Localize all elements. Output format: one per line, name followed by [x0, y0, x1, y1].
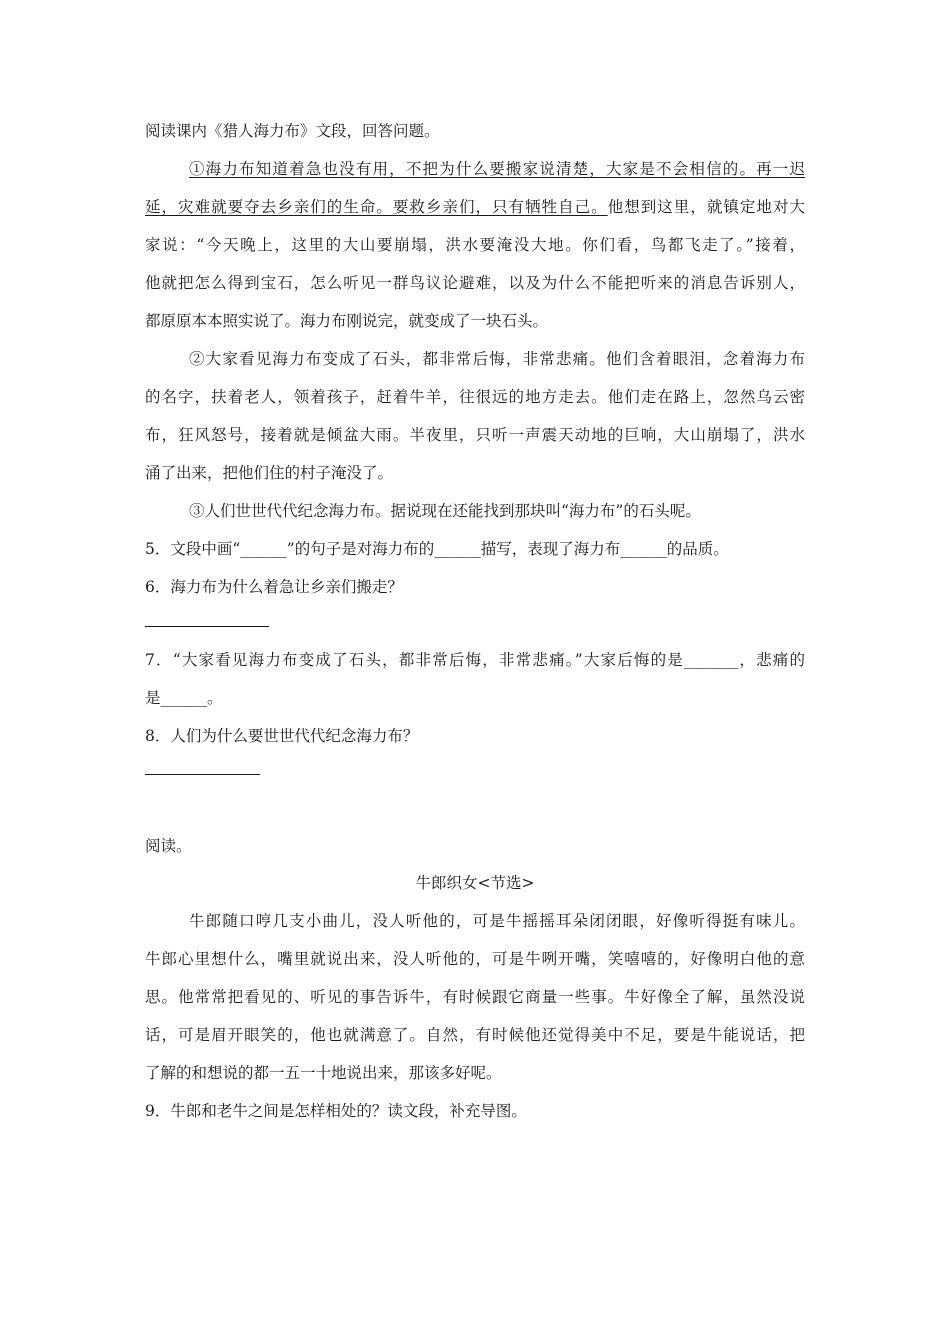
underlined-sentence: 延，灾难就要夺去乡亲们的生命。要救乡亲们，只有牺牲自己。	[145, 198, 608, 216]
passage2-line1: 牛郎随口哼几支小曲儿，没人听他的，可是牛摇摇耳朵闭闭眼，好像听得挺有味儿。	[189, 912, 805, 930]
question-6: 6．海力布为什么着急让乡亲们搬走？	[145, 578, 403, 596]
question-7-line1: 7．“大家看见海力布变成了石头，都非常后悔，非常悲痛。”大家后悔的是_______，悲痛的	[145, 651, 805, 669]
passage2-title: 牛郎织女<节选>	[415, 874, 535, 892]
passage1-para1-line3: 家说：“今天晚上，这里的大山要崩塌，洪水要淹没大地。你们看，鸟都飞走了。”接着，	[145, 236, 805, 254]
passage1-para1-line2	[145, 196, 805, 218]
section1-intro: 阅读课内《猎人海力布》文段，回答问题。	[145, 122, 440, 140]
passage1-para3-line1: ③人们世世代代纪念海力布。据说现在还能找到那块叫“海力布”的石头呢。	[189, 502, 701, 520]
passage1-para1-line4: 他就把怎么得到宝石，怎么听见一群鸟议论避难，以及为什么不能把听来的消息告诉别人，	[145, 274, 805, 292]
answer-line-q6	[145, 626, 269, 627]
passage2-line2: 牛郎心里想什么，嘴里就说出来，没人听他的，可是牛咧开嘴，笑嘻嘻的，好像明白他的意	[145, 950, 805, 968]
passage1-para2-line4: 涌了出来，把他们住的村子淹没了。	[145, 464, 394, 482]
passage1-para2-line2: 的名字，扶着老人，领着孩子，赶着牛羊，往很远的地方走去。他们走在路上，忽然乌云密	[145, 388, 805, 406]
passage2-line5: 了解的和想说的都一五一十地说出来，那该多好呢。	[145, 1064, 502, 1082]
passage2-line4: 话，可是眉开眼笑的，他也就满意了。自然，有时候他还觉得美中不足，要是牛能说话，把	[145, 1026, 805, 1044]
passage1-para1-line5: 都原原本本照实说了。海力布刚说完，就变成了一块石头。	[145, 312, 549, 330]
para1-line2-rest: 他想到这里，就镇定地对大	[607, 198, 805, 216]
section2-intro: 阅读。	[145, 837, 192, 855]
question-8: 8．人们为什么要世世代代纪念海力布？	[145, 727, 419, 745]
passage1-para1-line1: ①海力布知道着急也没有用，不把为什么要搬家说清楚，大家是不会相信的。再一迟	[189, 160, 805, 178]
question-7-line2: 是______。	[145, 689, 223, 707]
passage2-line3: 思。他常常把看见的、听见的事告诉牛，有时候跟它商量一些事。牛好像全了解，虽然没说	[145, 988, 805, 1006]
question-9: 9．牛郎和老牛之间是怎样相处的？读文段，补充导图。	[145, 1102, 527, 1120]
passage1-para2-line1: ②大家看见海力布变成了石头，都非常后悔，非常悲痛。他们含着眼泪，念着海力布	[189, 350, 805, 368]
passage1-para2-line3: 布，狂风怒号，接着就是倾盆大雨。半夜里，只听一声震天动地的巨响，大山崩塌了，洪水	[145, 426, 805, 444]
question-5: 5．文段中画“______”的句子是对海力布的______描写，表现了海力布______的品质。	[145, 540, 729, 558]
answer-line-q8	[145, 774, 260, 775]
